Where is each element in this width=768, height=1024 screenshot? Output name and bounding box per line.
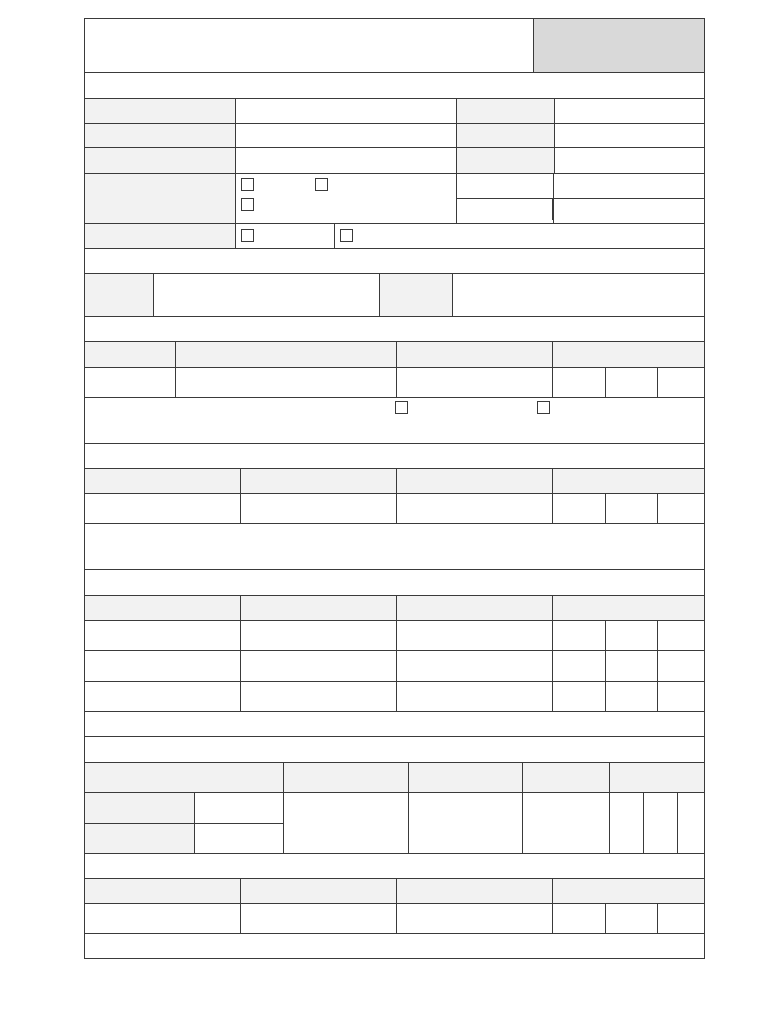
table-cell[interactable] (84, 681, 241, 712)
field-label-cell (456, 98, 555, 124)
table-cell[interactable] (84, 367, 176, 398)
table-cell[interactable] (552, 367, 606, 398)
table-cell[interactable] (605, 650, 658, 682)
table-header-cell (396, 878, 553, 904)
section-header-row (84, 569, 705, 596)
table-header-cell (84, 468, 241, 494)
table-cell[interactable] (240, 650, 397, 682)
field-value-cell[interactable] (554, 123, 705, 148)
table-cell[interactable] (677, 792, 705, 854)
checkbox[interactable] (315, 178, 328, 191)
section-header-row (84, 248, 705, 274)
table-header-cell (396, 595, 553, 621)
table-cell[interactable] (84, 493, 241, 524)
section-header-row (84, 736, 705, 763)
table-header-cell (84, 595, 241, 621)
form-header-box (533, 18, 705, 73)
table-header-cell (240, 878, 397, 904)
table-cell[interactable] (396, 903, 553, 934)
field-label-cell (84, 147, 236, 174)
table-cell[interactable] (175, 367, 397, 398)
table-cell[interactable] (240, 681, 397, 712)
field-label-cell (84, 173, 236, 224)
table-header-cell (552, 341, 705, 368)
table-header-cell (522, 762, 610, 793)
divider-line (552, 198, 553, 220)
field-label-cell (456, 147, 555, 174)
table-header-cell (552, 595, 705, 621)
section-header-row (84, 72, 705, 99)
table-header-cell (283, 762, 409, 793)
field-value-cell[interactable] (554, 147, 705, 174)
field-value-cell[interactable] (456, 173, 554, 199)
field-label-cell (379, 273, 453, 317)
table-cell[interactable] (605, 367, 658, 398)
checkbox-option-cell (334, 223, 705, 249)
notes-area[interactable] (84, 523, 705, 570)
form-title-box (84, 18, 534, 73)
table-cell[interactable] (605, 903, 658, 934)
table-cell[interactable] (194, 823, 284, 854)
field-value-cell[interactable] (553, 198, 705, 224)
field-label-cell (84, 223, 236, 249)
table-header-cell (84, 878, 241, 904)
table-cell[interactable] (194, 792, 284, 824)
table-cell[interactable] (283, 792, 409, 854)
table-header-cell (84, 762, 284, 793)
checkbox[interactable] (241, 229, 254, 242)
table-cell[interactable] (396, 650, 553, 682)
checkbox[interactable] (395, 401, 408, 414)
table-cell[interactable] (657, 367, 705, 398)
table-header-cell (175, 341, 397, 368)
section-header-row (84, 443, 705, 469)
table-header-cell (552, 468, 705, 494)
footer-row (84, 933, 705, 959)
section-header-row (84, 853, 705, 879)
table-header-cell (396, 468, 553, 494)
table-header-cell (240, 595, 397, 621)
table-cell[interactable] (84, 650, 241, 682)
field-label-cell (84, 123, 236, 148)
notes-area[interactable] (84, 397, 705, 444)
field-label-cell (84, 98, 236, 124)
table-cell[interactable] (240, 493, 397, 524)
table-cell[interactable] (609, 792, 644, 854)
table-cell[interactable] (657, 650, 705, 682)
table-cell[interactable] (396, 367, 553, 398)
field-value-cell[interactable] (235, 98, 457, 124)
table-cell[interactable] (84, 903, 241, 934)
table-cell[interactable] (240, 620, 397, 651)
section-header-row (84, 316, 705, 342)
table-header-cell (84, 341, 176, 368)
table-cell[interactable] (240, 903, 397, 934)
field-label-cell (84, 273, 154, 317)
table-cell[interactable] (657, 493, 705, 524)
table-cell[interactable] (552, 650, 606, 682)
table-cell[interactable] (408, 792, 523, 854)
table-cell[interactable] (84, 620, 241, 651)
table-cell[interactable] (552, 620, 606, 651)
field-value-cell[interactable] (456, 198, 554, 224)
field-label-cell (456, 123, 555, 148)
table-cell[interactable] (657, 620, 705, 651)
checkbox[interactable] (537, 401, 550, 414)
table-header-cell (240, 468, 397, 494)
table-cell[interactable] (522, 792, 610, 854)
table-cell[interactable] (605, 620, 658, 651)
table-cell[interactable] (605, 681, 658, 712)
table-cell[interactable] (552, 903, 606, 934)
section-header-row (84, 711, 705, 737)
table-header-cell (609, 762, 705, 793)
table-cell[interactable] (552, 681, 606, 712)
field-value-cell[interactable] (235, 147, 457, 174)
field-value-cell[interactable] (452, 273, 705, 317)
field-label-cell (84, 792, 195, 824)
table-cell[interactable] (552, 493, 606, 524)
table-cell[interactable] (396, 681, 553, 712)
table-cell[interactable] (396, 620, 553, 651)
field-value-cell[interactable] (553, 173, 705, 199)
table-header-cell (552, 878, 705, 904)
field-label-cell (84, 823, 195, 854)
checkbox[interactable] (241, 178, 254, 191)
table-cell[interactable] (396, 493, 553, 524)
table-cell[interactable] (657, 903, 705, 934)
table-header-cell (396, 341, 553, 368)
table-cell[interactable] (657, 681, 705, 712)
table-header-cell (408, 762, 523, 793)
field-value-cell[interactable] (554, 98, 705, 124)
checkbox[interactable] (340, 229, 353, 242)
field-value-cell[interactable] (235, 123, 457, 148)
field-value-cell[interactable] (153, 273, 380, 317)
checkbox-group-cell (235, 173, 457, 224)
table-cell[interactable] (643, 792, 678, 854)
checkbox[interactable] (241, 198, 254, 211)
table-cell[interactable] (605, 493, 658, 524)
